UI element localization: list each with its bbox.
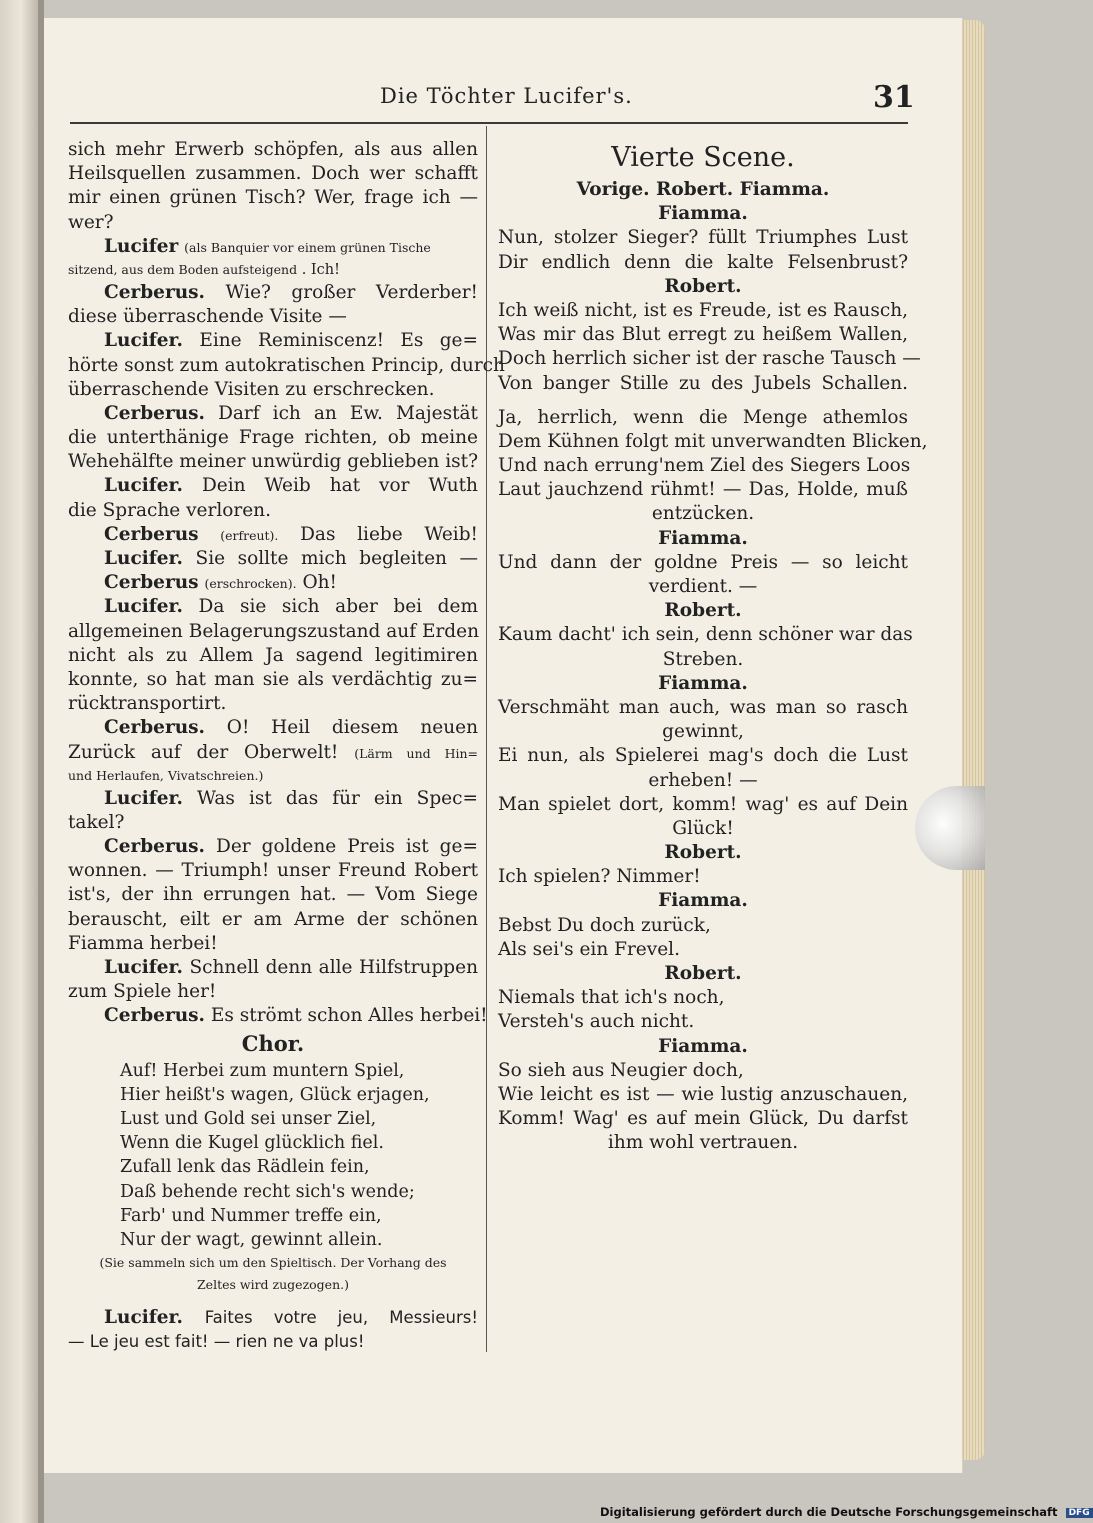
text-line bbox=[68, 644, 478, 668]
text-line bbox=[498, 202, 908, 226]
line-text: Sie sollte mich begleiten — bbox=[195, 548, 478, 569]
text-line bbox=[498, 720, 908, 744]
line-text: sich mehr Erwerb schöpfen, als aus allen bbox=[68, 139, 478, 160]
line-text: Nur der wagt, gewinnt allein. bbox=[120, 1229, 383, 1250]
line-text: Fiamma. bbox=[658, 1035, 748, 1057]
text-line bbox=[498, 599, 908, 623]
line-text: Zufall lenk das Rädlein fein, bbox=[120, 1157, 370, 1178]
line-text: Es strömt schon Alles herbei! bbox=[210, 1005, 488, 1027]
text-line bbox=[498, 889, 908, 913]
text-line bbox=[68, 402, 478, 426]
line-text: Oh! bbox=[302, 572, 337, 594]
line-text: mir einen grünen Tisch? Wer, frage ich — bbox=[68, 187, 478, 209]
text-line bbox=[68, 811, 478, 835]
text-line bbox=[498, 502, 908, 526]
line-spacer bbox=[68, 1296, 478, 1306]
line-text: Zurück auf der Oberwelt! bbox=[68, 741, 339, 763]
line-text: Das liebe Weib! bbox=[300, 523, 478, 545]
line-text: rücktransportirt. bbox=[68, 693, 227, 715]
line-text: Ich spielen? Nimmer! bbox=[498, 866, 701, 888]
line-text: Farb' und Nummer treffe ein, bbox=[120, 1205, 382, 1226]
line-text: zum Spiele her! bbox=[68, 981, 217, 1003]
line-text: konnte, so hat man sie als verdächtig zu= bbox=[68, 668, 478, 690]
column-divider bbox=[486, 126, 487, 1352]
speaker-name: Lucifer. bbox=[104, 957, 183, 978]
text-line bbox=[68, 835, 478, 859]
text-line bbox=[68, 692, 478, 716]
line-text: Streben. bbox=[662, 648, 744, 670]
text-line bbox=[68, 547, 478, 571]
text-line bbox=[498, 1010, 908, 1034]
line-spacer bbox=[498, 396, 908, 406]
line-text: ist's, der ihn errungen hat. — Vom Siege bbox=[68, 884, 478, 906]
text-line bbox=[498, 744, 908, 768]
text-line bbox=[68, 668, 478, 692]
line-text: Auf! Herbei zum muntern Spiel, bbox=[120, 1060, 405, 1081]
line-text: Wie? großer Verderber! bbox=[225, 281, 478, 303]
stage-direction: (als Banquier vor einem grünen Tische bbox=[184, 239, 431, 255]
text-line bbox=[68, 1228, 478, 1252]
line-text: gewinnt, bbox=[662, 721, 744, 743]
text-line bbox=[68, 186, 478, 210]
text-line bbox=[498, 1059, 908, 1083]
text-line bbox=[498, 430, 928, 454]
line-text: . Ich! bbox=[301, 261, 340, 278]
text-line bbox=[68, 354, 505, 378]
line-text: So sieh aus Neugier doch, bbox=[498, 1059, 744, 1081]
line-text: wonnen. — Triumph! unser Freund Robert bbox=[68, 860, 478, 882]
text-line bbox=[68, 1131, 478, 1155]
footer-credit bbox=[600, 1505, 1090, 1519]
line-text: Als sei's ein Frevel. bbox=[498, 938, 680, 960]
text-line bbox=[498, 672, 908, 696]
line-text: Was mir das Blut erregt zu heißem Wallen, bbox=[498, 324, 908, 346]
stage-direction: (Lärm und Hin= bbox=[354, 745, 478, 761]
line-text: die Sprache verloren. bbox=[68, 499, 271, 521]
text-line bbox=[68, 523, 478, 547]
text-line bbox=[498, 962, 908, 986]
text-line bbox=[68, 908, 478, 932]
text-line bbox=[68, 499, 478, 523]
text-line bbox=[68, 162, 478, 186]
line-text: Robert. bbox=[664, 275, 742, 297]
text-line bbox=[68, 1059, 478, 1083]
text-line bbox=[498, 793, 908, 817]
line-text: Bebst Du doch zurück, bbox=[498, 914, 711, 936]
stage-direction: (erschrocken). bbox=[204, 576, 297, 592]
text-line bbox=[498, 178, 908, 202]
speaker-name: Cerberus bbox=[104, 572, 199, 594]
speaker-name: Cerberus. bbox=[104, 402, 206, 424]
text-line bbox=[68, 281, 478, 305]
line-text: Robert. bbox=[664, 600, 742, 622]
text-line bbox=[68, 716, 478, 740]
text-line bbox=[68, 1107, 478, 1131]
text-line bbox=[68, 956, 478, 980]
line-text: Man spielet dort, komm! wag' es auf Dein bbox=[498, 793, 908, 815]
text-line bbox=[68, 1252, 478, 1274]
text-line bbox=[498, 527, 908, 551]
line-text: Wie leicht es ist — wie lustig anzuschauen, bbox=[498, 1083, 908, 1105]
text-line bbox=[498, 275, 908, 299]
page-number: 31 bbox=[873, 80, 915, 115]
line-text: Was ist das für ein Spec= bbox=[197, 787, 478, 809]
text-line bbox=[498, 986, 908, 1010]
text-line bbox=[498, 323, 908, 347]
text-line bbox=[68, 741, 478, 765]
header-rule bbox=[70, 122, 908, 124]
speaker-name: Cerberus. bbox=[104, 281, 206, 303]
line-text: Dem Kühnen folgt mit unverwandten Blicken, bbox=[498, 430, 928, 452]
line-text: Ei nun, als Spielerei mag's doch die Lust bbox=[498, 745, 908, 767]
text-line bbox=[498, 769, 908, 793]
text-line bbox=[68, 595, 478, 619]
line-text: Hier heißt's wagen, Glück erjagen, bbox=[120, 1084, 430, 1105]
text-line bbox=[68, 1004, 488, 1028]
speaker-name: Lucifer bbox=[104, 235, 179, 257]
line-text: Robert. bbox=[664, 963, 742, 984]
running-title: Die Töchter Lucifer's. bbox=[380, 84, 633, 108]
line-text: Und dann der goldne Preis — so leicht bbox=[498, 551, 908, 573]
text-line bbox=[498, 1107, 908, 1131]
speaker-name: Cerberus bbox=[104, 523, 199, 545]
line-text: Wenn die Kugel glücklich fiel. bbox=[120, 1133, 384, 1154]
line-text: Komm! Wag' es auf mein Glück, Du darfst bbox=[498, 1108, 908, 1130]
text-line bbox=[68, 450, 478, 474]
text-line bbox=[68, 1330, 478, 1354]
text-line bbox=[68, 1180, 478, 1204]
line-text: Fiamma. bbox=[658, 527, 748, 549]
text-line bbox=[498, 226, 908, 250]
speaker-name: Cerberus. bbox=[104, 1005, 206, 1027]
stage-direction: (erfreut). bbox=[220, 527, 279, 543]
text-line bbox=[68, 305, 478, 329]
line-text: Laut jauchzend rühmt! — Das, Holde, muß bbox=[498, 479, 908, 501]
line-text: nicht als zu Allem Ja sagend legitimiren bbox=[68, 644, 478, 666]
text-line bbox=[68, 426, 478, 450]
line-text: Robert. bbox=[664, 842, 742, 864]
text-line bbox=[68, 620, 478, 644]
text-line bbox=[498, 841, 908, 865]
line-text: Darf ich an Ew. Majestät bbox=[218, 402, 478, 424]
text-line bbox=[68, 883, 478, 907]
french-text: — Le jeu est fait! — rien ne va plus! bbox=[68, 1332, 365, 1352]
speaker-name: Lucifer. bbox=[104, 548, 183, 569]
line-text: Schnell denn alle Hilfstruppen bbox=[189, 957, 478, 978]
text-line bbox=[68, 1274, 478, 1296]
text-line bbox=[68, 259, 478, 281]
line-text: Fiamma. bbox=[658, 672, 748, 694]
text-line bbox=[498, 454, 911, 478]
line-text: Der goldene Preis ist ge= bbox=[216, 836, 478, 858]
line-text: Kaum dacht' ich sein, denn schöner war das bbox=[498, 624, 913, 646]
line-text: O! Heil diesem neuen bbox=[226, 717, 478, 739]
line-text: Niemals that ich's noch, bbox=[498, 987, 725, 1009]
line-text: Fiamma. bbox=[658, 890, 748, 912]
text-line bbox=[68, 138, 478, 162]
line-text: Fiamma. bbox=[658, 203, 748, 225]
speaker-name: Lucifer. bbox=[104, 596, 183, 618]
left-column bbox=[68, 138, 505, 1354]
line-text: Doch herrlich sicher ist der rasche Tausch — bbox=[498, 348, 921, 370]
line-text: die unterthänige Frage richten, ob meine bbox=[68, 427, 478, 449]
text-line bbox=[68, 235, 478, 259]
text-line bbox=[68, 1306, 478, 1330]
text-line bbox=[498, 623, 913, 647]
line-text: takel? bbox=[68, 811, 125, 833]
stage-direction: Zeltes wird zugezogen.) bbox=[197, 1277, 349, 1293]
line-text: berauscht, eilt er am Arme der schönen bbox=[68, 908, 478, 930]
line-text: entzücken. bbox=[651, 503, 755, 525]
text-line bbox=[498, 817, 908, 841]
text-line bbox=[498, 406, 908, 430]
text-line bbox=[498, 1035, 908, 1059]
scene-heading: Vierte Scene. bbox=[611, 142, 795, 173]
text-line bbox=[68, 932, 478, 956]
text-line bbox=[68, 859, 478, 883]
stage-direction: (Sie sammeln sich um den Spieltisch. Der Vorhang des bbox=[99, 1255, 447, 1271]
text-line bbox=[68, 1155, 478, 1179]
french-text: Faites votre jeu, Messieurs! bbox=[204, 1308, 478, 1328]
text-line bbox=[498, 575, 908, 599]
text-line bbox=[68, 787, 478, 811]
line-text: Fiamma herbei! bbox=[68, 932, 218, 954]
line-text: ihm wohl vertrauen. bbox=[607, 1132, 799, 1154]
line-text: verdient. — bbox=[648, 576, 758, 597]
line-text: Ja, herrlich, wenn die Menge athemlos bbox=[498, 406, 908, 428]
text-line bbox=[68, 1083, 478, 1107]
text-line bbox=[498, 347, 921, 371]
line-text: Nun, stolzer Sieger? füllt Triumphes Lust bbox=[498, 227, 908, 249]
line-text: Und nach errung'nem Ziel des Siegers Loos bbox=[498, 455, 911, 477]
adjacent-page-edge bbox=[0, 0, 38, 1523]
line-text: Dein Weib hat vor Wuth bbox=[201, 475, 478, 497]
text-line bbox=[498, 251, 908, 275]
line-text: hörte sonst zum autokratischen Princip, durch bbox=[68, 354, 505, 376]
text-line bbox=[68, 211, 478, 235]
line-text: diese überraschende Visite — bbox=[68, 306, 347, 328]
line-text: Da sie sich aber bei dem bbox=[198, 596, 478, 618]
text-line bbox=[498, 299, 908, 323]
text-line bbox=[498, 914, 908, 938]
line-text: überraschende Visiten zu erschrecken. bbox=[68, 378, 435, 400]
text-line bbox=[68, 378, 478, 402]
text-line bbox=[68, 765, 478, 787]
text-line bbox=[498, 696, 908, 720]
stage-direction: sitzend, aus dem Boden aufsteigend bbox=[68, 261, 298, 277]
line-text: Daß behende recht sich's wende; bbox=[120, 1181, 415, 1202]
text-line bbox=[498, 938, 908, 962]
line-text: Heilsquellen zusammen. Doch wer schafft bbox=[68, 163, 478, 185]
line-text: Ich weiß nicht, ist es Freude, ist es Rausch, bbox=[498, 299, 908, 321]
line-text: Von banger Stille zu des Jubels Schallen. bbox=[498, 372, 908, 394]
line-text: Wehehälfte meiner unwürdig geblieben ist? bbox=[68, 451, 478, 473]
line-text: Eine Reminiscenz! Es ge= bbox=[199, 330, 478, 352]
text-line bbox=[498, 478, 908, 502]
speaker-name: Lucifer. bbox=[104, 475, 183, 497]
speaker-name: Cerberus. bbox=[104, 836, 206, 858]
text-line bbox=[68, 329, 478, 353]
text-line bbox=[68, 980, 478, 1004]
speaker-name: Cerberus. bbox=[104, 717, 206, 739]
line-text: Vorige. Robert. Fiamma. bbox=[576, 179, 830, 200]
line-text: Lust und Gold sei unser Ziel, bbox=[120, 1108, 377, 1129]
speaker-name: Lucifer. bbox=[104, 330, 183, 352]
line-text: allgemeinen Belagerungszustand auf Erden bbox=[68, 620, 479, 642]
dfg-logo: DFG bbox=[1066, 1508, 1093, 1518]
chorus-heading: Chor. bbox=[241, 1030, 305, 1056]
line-text: Verschmäht man auch, was man so rasch bbox=[498, 696, 908, 718]
stage-direction: und Herlaufen, Vivatschreien.) bbox=[68, 767, 264, 783]
line-text: Glück! bbox=[672, 817, 734, 839]
text-line bbox=[498, 138, 908, 178]
footer-credit-text: Digitalisierung gefördert durch die Deutsche Forschungsgemeinschaft bbox=[600, 1505, 1058, 1519]
speaker-name: Lucifer. bbox=[104, 787, 183, 809]
text-line bbox=[498, 865, 908, 889]
speaker-name: Lucifer. bbox=[104, 1307, 183, 1329]
text-line bbox=[498, 1131, 908, 1155]
text-line bbox=[498, 1083, 908, 1107]
text-line bbox=[498, 648, 908, 672]
text-line bbox=[68, 474, 478, 498]
text-line bbox=[498, 372, 908, 396]
text-line bbox=[498, 551, 908, 575]
text-line bbox=[68, 1204, 478, 1228]
line-text: wer? bbox=[68, 211, 114, 233]
text-line bbox=[68, 1029, 478, 1059]
line-text: erheben! — bbox=[648, 769, 758, 791]
line-text: Versteh's auch nicht. bbox=[498, 1011, 695, 1033]
right-column bbox=[498, 138, 928, 1156]
line-text: Dir endlich denn die kalte Felsenbrust? bbox=[498, 251, 908, 273]
text-line bbox=[68, 571, 478, 595]
